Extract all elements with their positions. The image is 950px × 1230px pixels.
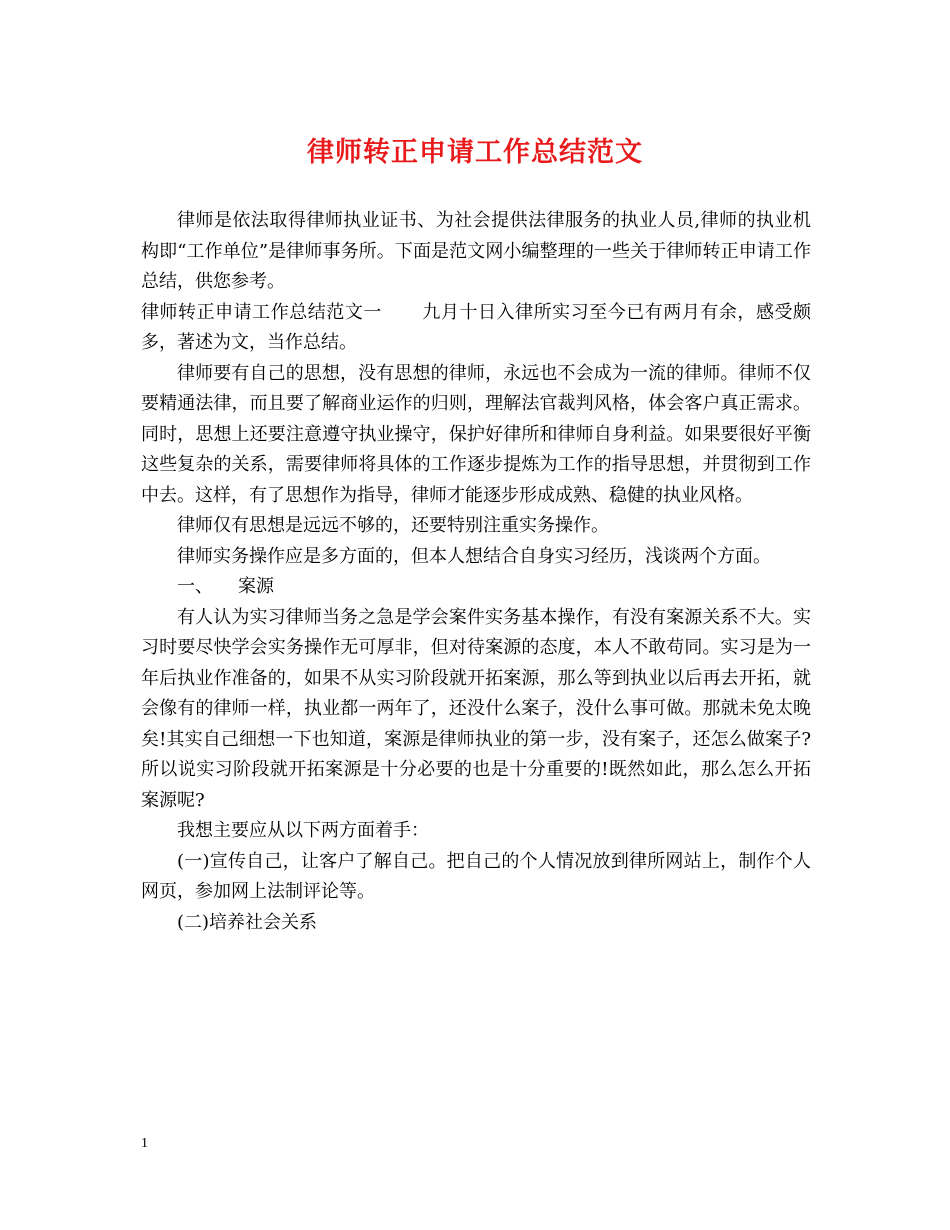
section-label: 案源 [238,576,274,597]
paragraph-aspects: 律师实务操作应是多方面的，但本人想结合自身实习经历，浅谈两个方面。 [177,545,771,567]
sample-intro-text: 九月十日入律所实习至今已有两月有余，感受颇多，著述为文，当作总结。 [141,301,812,353]
intro-paragraph: 律师是依法取得律师执业证书、为社会提供法律服务的执业人员,律师的执业机构即“工作单位”是律师事务所。下面是范文网小编整理的一些关于律师转正申请工作总结，供您参考。 [141,210,811,292]
paragraph-practice: 律师仅有思想是远远不够的，还要特别注重实务操作。 [177,515,609,536]
sample-heading-line [141,298,811,359]
section-number: 一、 [177,576,213,597]
page-title: 律师转正申请工作总结范文 [307,137,643,168]
paragraph-approach: 我想主要应从以下两方面着手： [177,820,429,841]
paragraph-point-one: (一)宣传自己，让客户了解自己。把自己的个人情况放到律所网站上，制作个人网页，参加网上法制评论等。 [141,850,811,902]
document-body [141,206,811,938]
paragraph-case-source: 有人认为实习律师当务之急是学会案件实务基本操作，有没有案源关系不大。实习时要尽快学会实务操作无可厚非，但对待案源的态度，本人不敢苟同。实习是为一年后执业作准备的，如果不从实习阶段就开拓案源，那么等到执业以后再去开拓，就会像有的律师一样，执业都一两年了，还没什么案子，没什么事可做。那就未免太晚矣!其实自己细想一下也知道，案源是律师执业的第一步，没有案子，还怎么做案子?所以说实习阶段就开拓案源是十分必要的也是十分重要的!既然如此，那么怎么开拓案源呢? [141,606,811,811]
paragraph-thought: 律师要有自己的思想，没有思想的律师，永远也不会成为一流的律师。律师不仅要精通法律，而且要了解商业运作的归则，理解法官裁判风格，体会客户真正需求。同时，思想上还要注意遵守执业操守，保护好律所和律师自身利益。如果要很好平衡这些复杂的关系，需要律师将具体的工作逐步提炼为工作的指导思想，并贯彻到工作中去。这样，有了思想作为指导，律师才能逐步形成成熟、稳健的执业风格。 [141,362,811,506]
page-number: 1 [141,1136,148,1151]
sample-heading: 律师转正申请工作总结范文一 [141,301,382,323]
section-heading-one [141,572,811,603]
paragraph-point-two: (二)培养社会关系 [177,911,318,933]
